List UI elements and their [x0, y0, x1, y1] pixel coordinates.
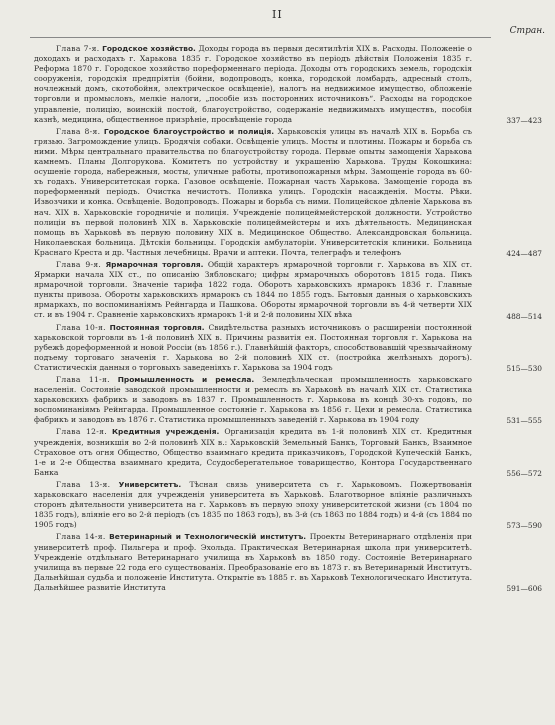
page-range: 488—514	[506, 311, 542, 321]
page-range: 556—572	[506, 468, 542, 478]
toc-entry-text	[34, 44, 472, 125]
toc-entry-chapter-7	[34, 44, 542, 125]
toc-entry-chapter-11	[34, 375, 542, 425]
toc-entry-chapter-13	[34, 480, 542, 530]
chapter-title: Ветеринарный и Технологическій институтъ.	[109, 532, 307, 542]
header-rule	[30, 37, 491, 38]
chapter-number: Глава 12-я.	[56, 427, 107, 437]
chapter-summary: Харьковскія улицы въ началѣ XIX в. Борьба съ грязью. Загромождение улицъ. Бродячія собаки. Освѣщеніе улицъ. Мосты и плотины. Пожары и борьба съ ними. Мѣры центральнаго правительства по благоустройству города. Первые опыты замощенія Харькова камнемъ. Планы Долгорукова. Комитетъ по устройству и украшенію Харькова. Труды Кокошкина: осушеніе города, набережныя, мосты, уличные работы, противопожарныя мѣры. Замощеніе города въ 60-хъ годахъ. Университетская горка. Газовое освѣщеніе. Пожарная часть Харькова. Замощеніе города въ пореформенный періодъ. Очистка нечистотъ. Поливка улицъ. Городскія насажденія. Мосты. Рѣки. Извозчики и конка. Освѣщеніе. Водопроводъ. Пожары и борьба съ ними. Полицейское дѣленіе Харькова въ нач. XIX в. Харьковскіе городничіе и полиція. Учрежденіе полицеймейстерской должности. Устройство полиціи въ первой половинѣ XIX в. Харьковскіе полицеймейстеры и ихъ дѣятельность. Медицинская помощь въ Харьковѣ въ первую половину XIX в. Медицинское Общество. Александровская больница. Николаевская больница. Дѣтскія больницы. Городскія амбулаторіи. Университетскія клиники. Больница Краснаго Креста и др. Частныя лечебницы. Врачи и аптеки. Почта, телеграфъ и телефонъ	[34, 126, 473, 257]
toc-entry-chapter-14	[34, 532, 542, 593]
toc-entry-text	[34, 532, 472, 593]
chapter-number: Глава 8-я.	[56, 126, 101, 136]
pages-column-label: Стран.	[509, 26, 545, 36]
page-header	[0, 8, 555, 38]
page-range: 591—606	[506, 583, 542, 593]
chapter-summary: Тѣсная связь университета съ г. Харьковомъ. Пожертвованія харьковскаго населенія для учрежденія университета въ Харьковѣ. Благотворное вліяніе различныхъ сторонъ дѣятельности университета на г. Харьковъ въ первую эпоху университетской жизни (съ 1804 по 1835 годъ), вліяніе его во 2-й періодъ (съ 1835 по 1863 годъ), въ 3-й (съ 1863 по 1884 годъ) и 4-й (съ 1884 по 1905 годъ)	[34, 479, 472, 530]
toc-entry-chapter-8	[34, 127, 542, 258]
table-of-contents	[34, 44, 542, 595]
toc-entry-text	[34, 260, 472, 321]
toc-entry-text	[34, 375, 472, 425]
chapter-summary: Организація кредита въ 1-й половинѣ XIX ст. Кредитныя учрежденія, возникшія во 2-й половинѣ XIX в.: Харьковскій Земельный Банкъ, Торговый Банкъ, Взаимное Страховое отъ огня Общество, Общество взаимнаго кредита приказчиковъ, Городской Купеческій Банкъ, 1-е и 2-е Общества взаимнаго кредита, Ссудосберегательное товарищество, Контора Государственнаго Банка	[34, 427, 472, 477]
chapter-title: Кредитныя учрежденія.	[112, 427, 220, 437]
page-range: 424—487	[506, 248, 542, 258]
page-range: 337—423	[506, 115, 542, 125]
chapter-summary: Земледѣльческая промышленность харьковскаго населенія. Состояніе заводской промышленности и ремеслъ въ Харьковѣ въ началѣ XIX ст. Статистика харьковскихъ фабрикъ и заводовъ въ 1837 г. Промышленность г. Харькова въ концѣ 30-хъ годовъ, по воспоминаніямъ Рейнгарда. Промышленное состояніе г. Харькова въ 1856 г. Цехи и ремесла. Статистика фабрикъ и заводовъ въ 1876 г. Статистика промышленныхъ заведеній г. Харькова въ 1904 году	[34, 375, 472, 425]
chapter-summary: Проекты Ветеринарнаго отдѣленія при университетѣ проф. Пильгера и проф. Эхольда. Практическая Ветеринарная школа при университетѣ. Учрежденіе отдѣльнаго Ветеринарнаго училища въ Харьковѣ въ 1850 году. Состояніе Ветеринарнаго училища въ первые 22 года его существованія. Преобразованіе его въ 1873 г. въ Ветеринарный Институтъ. Дальнѣйшая судьба и положеніе Института. Открытіе въ 1885 г. въ Харьковѣ Технологическаго Института. Дальнѣйшее развитіе Института	[34, 532, 472, 592]
toc-entry-chapter-10	[34, 323, 542, 373]
chapter-title: Городское хозяйство.	[102, 44, 196, 53]
chapter-summary: Общій характеръ ярмарочной торговли г. Харькова въ XIX ст. Ярмарки начала XIX ст., по описанію Зябловскаго; цифры ярмарочныхъ оборотовъ 1815 года. Пикъ ярмарочной торговли. Значеніе тарифа 1822 года. Оборотъ харьковскихъ ярмарокъ 1836 г. Главные пункты привоза. Обороты харьковскихъ ярмарокъ съ 1844 по 1855 годъ. Бытовыя данныя о харьковскихъ ярмаркахъ, по воспоминаніямъ Рейнгарда и Пашкова. Обороты ярмарочной торговли въ 4-й четверти XIX ст. и въ 1904 г. Сравненіе харьковскихъ ярмарокъ 1-й и 2-й половины XIX вѣка	[34, 259, 473, 320]
chapter-number: Глава 10-я.	[56, 322, 106, 332]
page-number: II	[272, 8, 283, 21]
toc-entry-text	[34, 127, 472, 258]
page-range: 515—530	[506, 364, 542, 373]
chapter-number: Глава 9-я.	[56, 259, 102, 269]
chapter-summary: Свидѣтельства разныхъ источниковъ о расширеніи постоянной харьковской торговли въ 1-й половинѣ XIX в. Причины развитія ея. Постоянная торговля г. Харькова на рубежѣ дореформенной и новой Россіи (въ 1856 г.). Главнѣйшій факторъ, способствовавшій чрезвычайному подъему торговаго значенія г. Харькова во 2-й половинѣ XIX ст. (постройка желѣзныхъ дорогъ). Статистическія данныя о торговыхъ заведеніяхъ г. Харькова за 1904 годъ	[34, 322, 472, 372]
chapter-title: Промышленность и ремесла.	[117, 375, 255, 384]
toc-entry-chapter-12	[34, 427, 542, 477]
chapter-title: Ярмарочная торговля.	[105, 259, 204, 269]
chapter-number: Глава 11-я.	[56, 375, 110, 384]
chapter-number: Глава 13-я.	[56, 479, 111, 489]
chapter-title: Университетъ.	[118, 479, 182, 489]
page-range: 573—590	[506, 521, 542, 531]
toc-entry-text	[34, 427, 472, 477]
chapter-title: Постоянная торговля.	[109, 322, 205, 332]
toc-entry-text	[34, 323, 472, 373]
chapter-summary: Доходы города въ первыя десятилѣтія XIX в. Расходы. Положеніе о доходахъ и расходахъ г. Харькова 1835 г. Городское хозяйство въ періодъ дѣйствія Положенія 1835 г. Реформа 1870 г. Городское хозяйство пореформеннаго періода. Доходы отъ городскихъ земель, городскія сооруженія, городскія предпріятія (бойни, водопроводъ, конка, городской ломбардъ, адресный столъ, ночлежный домъ, скотобойня, электрическое освѣщеніе), налогъ на недвижимое имущество, обложеніе торговли и промысловъ, мелкіе налоги, „пособіе изъ посторонних источниковъ“. Расходы на городское управленіе, полицію, воинскій постой, благоустройство, содержаніе недвижимыхъ имуществъ, пособія казнѣ, медицина, общественное призрѣніе, просвѣщеніе города	[34, 44, 472, 124]
chapter-number: Глава 14-я.	[56, 532, 106, 542]
chapter-number: Глава 7-я.	[56, 44, 100, 53]
toc-entry-chapter-9	[34, 260, 542, 321]
toc-entry-text	[34, 480, 472, 530]
chapter-title: Городское благоустройство и полиція.	[103, 126, 275, 136]
page-range: 531—555	[506, 416, 542, 426]
